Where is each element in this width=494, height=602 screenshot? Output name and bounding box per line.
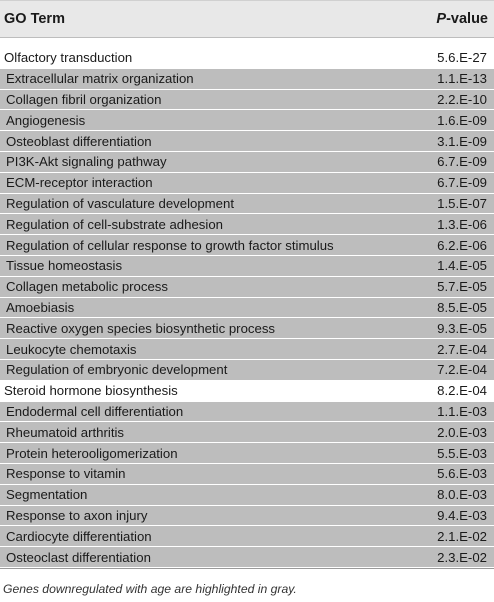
table-row	[0, 485, 494, 506]
table-row	[0, 110, 494, 131]
table-row	[0, 277, 494, 298]
go-term-cell: PI3K-Akt signaling pathway	[6, 154, 167, 170]
table-footnote: Genes downregulated with age are highlighted in gray.	[3, 582, 297, 596]
go-term-cell: Segmentation	[6, 487, 88, 503]
table-row	[0, 360, 494, 381]
go-term-cell: Cardiocyte differentiation	[6, 528, 152, 544]
table-row	[0, 69, 494, 90]
p-value-cell: 1.5.E-07	[437, 195, 487, 211]
go-term-cell: Reactive oxygen species biosynthetic process	[6, 320, 276, 336]
p-value-cell: 2.2.E-10	[437, 91, 487, 107]
go-term-cell: Response to vitamin	[6, 466, 126, 482]
table-row	[0, 318, 494, 339]
p-value-cell: 5.6.E-03	[437, 466, 487, 482]
p-value-cell: 8.0.E-03	[437, 487, 487, 503]
go-term-cell: Regulation of embryonic development	[6, 362, 228, 378]
table-body	[0, 48, 494, 568]
p-value-cell: 1.1.E-13	[437, 71, 487, 87]
go-term-cell: Regulation of cellular response to growth factor stimulus	[6, 237, 334, 253]
go-term-cell: Steroid hormone biosynthesis	[4, 383, 178, 399]
table-row	[0, 443, 494, 464]
go-term-cell: Regulation of cell-substrate adhesion	[6, 216, 223, 232]
p-value-cell: 5.5.E-03	[437, 445, 487, 461]
table-bottom-rule	[0, 568, 494, 569]
table-row	[0, 422, 494, 443]
table-row	[0, 90, 494, 111]
go-term-cell: Collagen metabolic process	[6, 279, 168, 295]
table-row	[0, 339, 494, 360]
p-value-cell: 2.0.E-03	[437, 424, 487, 440]
p-value-cell: 3.1.E-09	[437, 133, 487, 149]
table-row	[0, 402, 494, 423]
p-value-cell: 6.7.E-09	[437, 154, 487, 170]
table-row	[0, 131, 494, 152]
p-value-cell: 5.7.E-05	[437, 279, 487, 295]
go-term-cell: Osteoclast differentiation	[6, 549, 151, 565]
go-term-cell: Endodermal cell differentiation	[6, 403, 184, 419]
header-p-suffix: -value	[446, 11, 488, 27]
table-row	[0, 173, 494, 194]
go-term-cell: Amoebiasis	[6, 299, 75, 315]
p-value-cell: 6.7.E-09	[437, 175, 487, 191]
header-go-term: GO Term	[4, 11, 65, 27]
go-term-cell: Response to axon injury	[6, 507, 148, 523]
table-row	[0, 381, 494, 402]
p-value-cell: 1.1.E-03	[437, 403, 487, 419]
go-term-cell: Angiogenesis	[6, 112, 86, 128]
p-value-cell: 9.3.E-05	[437, 320, 487, 336]
p-value-cell: 1.6.E-09	[437, 112, 487, 128]
p-value-cell: 1.4.E-05	[437, 258, 487, 274]
p-value-cell: 5.6.E-27	[437, 50, 487, 66]
table-row	[0, 526, 494, 547]
table-row	[0, 256, 494, 277]
p-value-cell: 6.2.E-06	[437, 237, 487, 253]
table-row	[0, 506, 494, 527]
table-row	[0, 194, 494, 215]
p-value-cell: 1.3.E-06	[437, 216, 487, 232]
go-term-cell: Collagen fibril organization	[6, 91, 162, 107]
table-row	[0, 235, 494, 256]
go-term-cell: Olfactory transduction	[4, 50, 133, 66]
table-row	[0, 464, 494, 485]
p-value-cell: 7.2.E-04	[437, 362, 487, 378]
go-term-cell: ECM-receptor interaction	[6, 175, 153, 191]
table-row	[0, 214, 494, 235]
p-value-cell: 2.3.E-02	[437, 549, 487, 565]
p-value-cell: 9.4.E-03	[437, 507, 487, 523]
go-term-cell: Tissue homeostasis	[6, 258, 123, 274]
table-row	[0, 547, 494, 568]
table-header	[0, 0, 494, 38]
p-value-cell: 2.1.E-02	[437, 528, 487, 544]
go-term-cell: Regulation of vasculature development	[6, 195, 234, 211]
table-row	[0, 298, 494, 319]
go-term-cell: Protein heterooligomerization	[6, 445, 178, 461]
header-p-italic: P	[436, 11, 447, 27]
header-p-value	[436, 11, 488, 27]
header-spacer	[0, 38, 494, 48]
go-term-cell: Leukocyte chemotaxis	[6, 341, 137, 357]
p-value-cell: 8.2.E-04	[437, 383, 487, 399]
go-term-cell: Extracellular matrix organization	[6, 71, 194, 87]
table-row	[0, 152, 494, 173]
go-term-cell: Osteoblast differentiation	[6, 133, 152, 149]
p-value-cell: 2.7.E-04	[437, 341, 487, 357]
table-row	[0, 48, 494, 69]
p-value-cell: 8.5.E-05	[437, 299, 487, 315]
go-term-cell: Rheumatoid arthritis	[6, 424, 125, 440]
